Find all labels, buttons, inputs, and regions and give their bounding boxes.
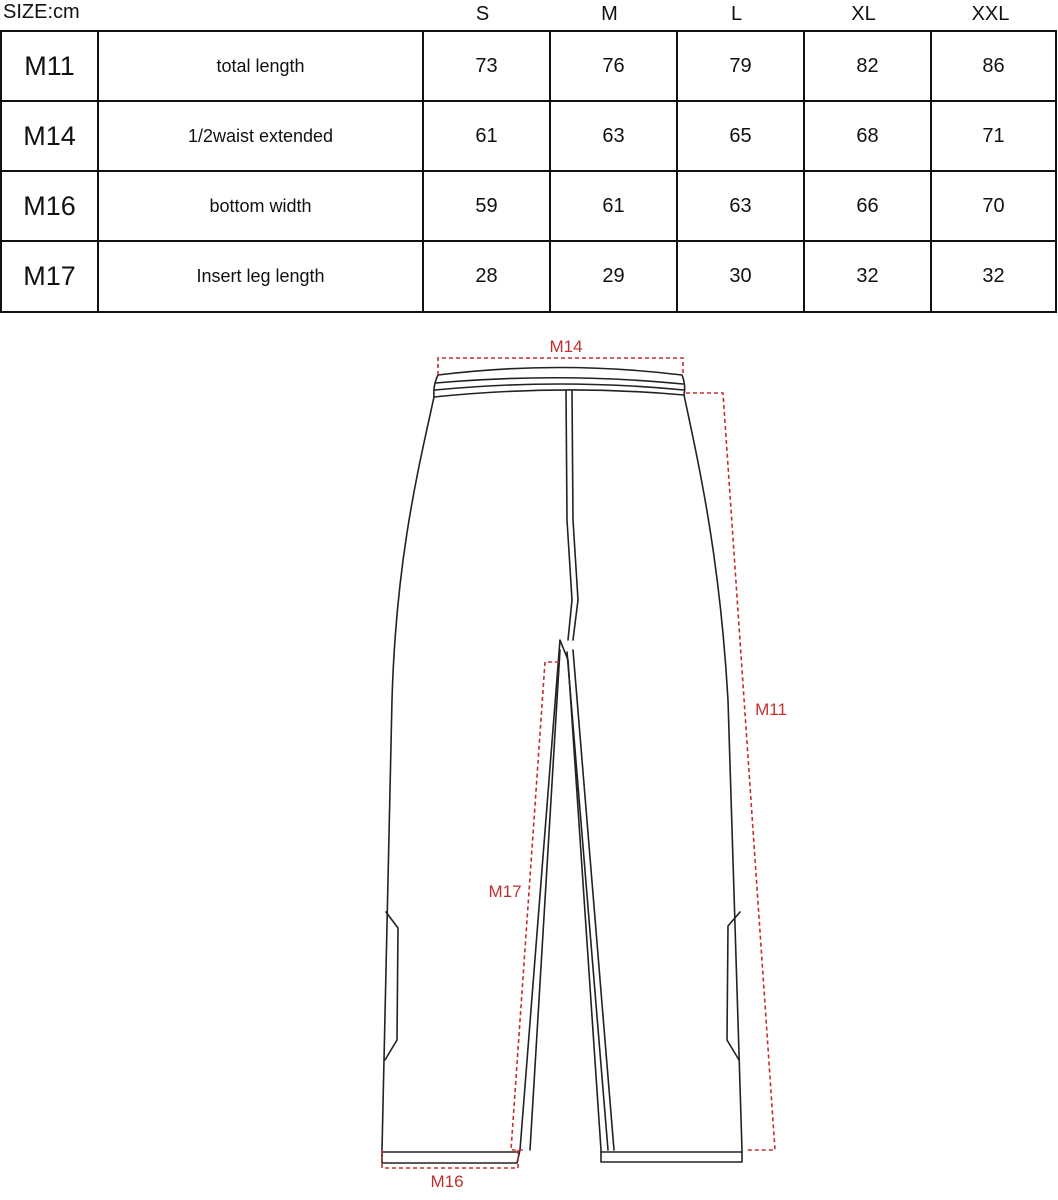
size-value: 70 — [931, 171, 1056, 241]
size-header-s: S — [475, 3, 490, 25]
size-value: 66 — [804, 171, 931, 241]
measure-code: M17 — [1, 241, 98, 312]
size-header-m: M — [601, 3, 618, 25]
size-value: 61 — [423, 101, 550, 171]
pants-outline — [382, 368, 742, 1164]
measure-description: total length — [98, 31, 423, 101]
measure-code: M16 — [1, 171, 98, 241]
bottom-measure-label: M16 — [430, 1172, 464, 1191]
size-value: 63 — [550, 101, 677, 171]
measure-lines — [382, 358, 775, 1168]
measure-description: 1/2waist extended — [98, 101, 423, 171]
size-header-xl: XL — [851, 3, 876, 25]
waist-measure-label: M14 — [549, 337, 583, 356]
size-unit-label: SIZE:cm — [3, 1, 80, 23]
length-measure-label: M11 — [755, 700, 787, 719]
measure-description: bottom width — [98, 171, 423, 241]
size-value: 61 — [550, 171, 677, 241]
size-header-xxl: XXL — [971, 3, 1010, 25]
inseam-measure-label: M17 — [488, 882, 522, 901]
size-value: 79 — [677, 31, 804, 101]
measure-code: M11 — [1, 31, 98, 101]
size-value: 63 — [677, 171, 804, 241]
size-value: 76 — [550, 31, 677, 101]
measure-description: Insert leg length — [98, 241, 423, 312]
size-value: 68 — [804, 101, 931, 171]
size-value: 82 — [804, 31, 931, 101]
size-value: 59 — [423, 171, 550, 241]
size-value: 28 — [423, 241, 550, 312]
waist-measure-line — [438, 358, 683, 375]
size-value: 71 — [931, 101, 1056, 171]
measure-code: M14 — [1, 101, 98, 171]
size-value: 73 — [423, 31, 550, 101]
size-value: 29 — [550, 241, 677, 312]
size-value: 65 — [677, 101, 804, 171]
size-value: 30 — [677, 241, 804, 312]
size-value: 86 — [931, 31, 1056, 101]
size-value: 32 — [931, 241, 1056, 312]
size-header-l: L — [730, 3, 743, 25]
size-value: 32 — [804, 241, 931, 312]
